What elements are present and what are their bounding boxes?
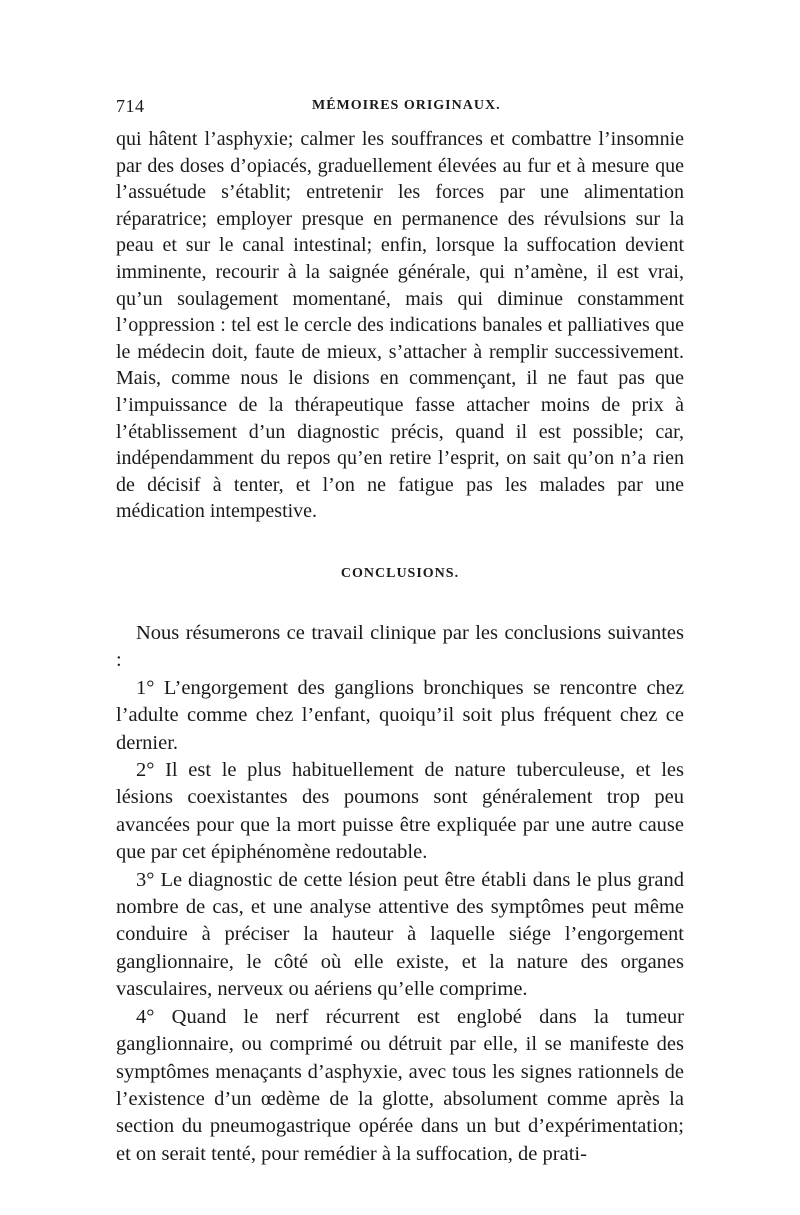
paragraph: 3° Le diagnostic de cette lésion peut être établi dans le plus grand nombre de cas, et une analyse attentive des symptômes peut même conduire à préciser la hauteur à laquelle siége l’engorgement ganglionnaire, le côté où elle existe, et la nature des organes vasculaires, nerveux ou aériens qu’elle comprime.	[116, 868, 684, 1001]
paragraph: 2° Il est le plus habituellement de nature tuberculeuse, et les lésions coexistantes des poumons sont généralement trop peu avancées pour que la mort puisse être expliquée par une autre cause que par cet épiphénomène redoutable.	[116, 759, 684, 864]
conclusions-text-block	[116, 620, 684, 1168]
section-heading: CONCLUSIONS.	[340, 566, 460, 581]
running-head: MÉMOIRES ORIGINAUX.	[312, 98, 501, 113]
paragraph: Nous résumerons ce travail clinique par les conclusions suivantes :	[116, 622, 684, 672]
page-header	[116, 96, 684, 120]
paragraph: qui hâtent l’asphyxie; calmer les souffrances et combattre l’insomnie par des doses d’opiacés, graduellement élevées au fur et à mesure que l’assuétude s’établit; entretenir les forces par une alimentation réparatrice; employer presque en permanence des révulsions sur la peau et sur le canal intestinal; enfin, lorsque la suffocation devient imminente, recourir à la saignée générale, qui n’amène, il est vrai, qu’un soulagement momentané, mais qui diminue constamment l’oppression : tel est le cercle des indications banales et palliatives que le médecin doit, faute de mieux, s’attacher à remplir successivement. Mais, comme nous le disions en commençant, il ne faut pas que l’impuissance de la thérapeutique fasse attacher moins de prix à l’établissement d’un diagnostic précis, quand il est possible; car, indépendamment du repos qu’en retire l’esprit, on sait qu’on n’a rien de décisif à tenter, et l’on ne fatigue pas les malades par une médication intempestive.	[116, 128, 684, 523]
paragraph: 1° L’engorgement des ganglions bronchiques se rencontre chez l’adulte comme chez l’enfant, quoiqu’il soit plus fréquent chez ce dernier.	[116, 676, 684, 754]
paragraph: 4° Quand le nerf récurrent est englobé dans la tumeur ganglionnaire, ou comprimé ou détruit par elle, il se manifeste des symptômes menaçants d’asphyxie, avec tous les signes rationnels de l’existence d’un œdème de la glotte, absolument comme après la section du pneumogastrique opérée dans un but d’expérimentation; et on serait tenté, pour remédier à la suffocation, de prati-	[116, 1005, 684, 1165]
top-text-block	[116, 126, 684, 525]
page-number: 714	[116, 96, 145, 116]
